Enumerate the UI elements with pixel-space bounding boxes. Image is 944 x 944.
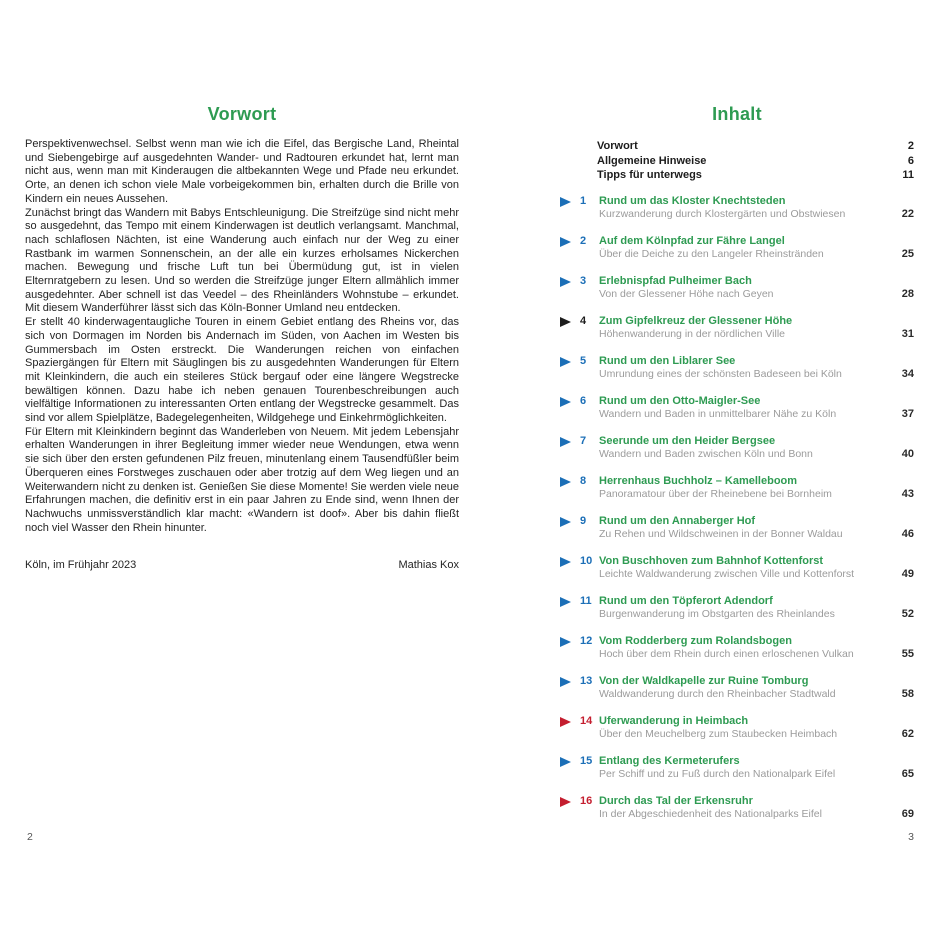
tour-title: Erlebnispfad Pulheimer Bach [599, 274, 752, 287]
tour-subtitle: Über die Deiche zu den Langeler Rheinstränden [599, 248, 824, 260]
tour-title: Rund um den Annaberger Hof [599, 514, 756, 527]
tour-subrow [599, 248, 914, 262]
signature-row [25, 559, 459, 571]
tour-marker-cell [560, 315, 580, 327]
tour-title: Rund um das Kloster Knechtsteden [599, 194, 786, 207]
signature-name: Mathias Kox [398, 559, 459, 572]
triangle-marker-icon [560, 317, 571, 327]
vorwort-paragraph: Er stellt 40 kinderwagentaugliche Touren in einem Gebiet entlang des Rheins vor, das sich von Dormagen im Norden bis Andernach im Süden, von Aachen im Westen bis Gummersbach im Osten erstreckt. Die Wanderungen reichen von einfachen Spaziergängen für Eltern mit Säuglingen bis zu ausgedehnten Wanderungen für Eltern mit Kleinkindern, die auch ein steileres Stück bergauf oder eine längere Wegstrecke bewältigen können. Dazu habe ich neben genauen Tourenbeschreibungen auch vielfältige Informationen zu interessanten Orten entlang der Wegstrecke gesammelt. Das sind vor allem Spielplätze, Badegelegenheiten, Wildgehege und Einkehrmöglichkeiten. [25, 316, 459, 425]
tour-subtitle: Von der Glessener Höhe nach Geyen [599, 288, 774, 300]
tour-number: 11 [580, 594, 592, 607]
tour-title: Zum Gipfelkreuz der Glessener Höhe [599, 314, 793, 327]
tour-entry [560, 315, 914, 342]
tour-entry [560, 795, 914, 822]
tour-title: Seerunde um den Heider Bergsee [599, 434, 776, 447]
tour-entry [560, 715, 914, 742]
tour-entry [560, 195, 914, 222]
tour-title: Rund um den Otto-Maigler-See [599, 394, 761, 407]
tour-subrow [599, 328, 914, 342]
tour-subtitle: Wandern und Baden in unmittelbarer Nähe zu Köln [599, 408, 837, 420]
tour-marker-cell [560, 715, 580, 727]
tour-marker-cell [560, 395, 580, 407]
tour-page-number: 31 [901, 328, 914, 340]
tour-page-number: 22 [901, 208, 914, 220]
triangle-marker-icon [560, 357, 571, 367]
tour-subtitle: Leichte Waldwanderung zwischen Ville und Kottenforst [599, 568, 855, 580]
tour-content [599, 675, 914, 702]
tour-subtitle: Per Schiff und zu Fuß durch den Nationalpark Eifel [599, 768, 836, 780]
triangle-marker-icon [560, 597, 571, 607]
tour-title: Von der Waldkapelle zur Ruine Tomburg [599, 674, 809, 687]
tour-subrow [599, 408, 914, 422]
tour-number: 9 [580, 514, 587, 527]
tour-page-number: 28 [901, 288, 914, 300]
tour-subtitle: Kurzwanderung durch Klostergärten und Obstwiesen [599, 208, 846, 220]
tour-number: 8 [580, 474, 587, 487]
page-inhalt [560, 104, 914, 835]
tour-marker-cell [560, 635, 580, 647]
tour-marker-cell [560, 675, 580, 687]
tour-entry [560, 675, 914, 702]
tour-subrow [599, 728, 914, 742]
tour-content [599, 755, 914, 782]
front-matter-label: Allgemeine Hinweise [597, 154, 707, 167]
triangle-marker-icon [560, 677, 571, 687]
front-matter-row [597, 154, 914, 169]
right-page-number: 3 [908, 831, 914, 843]
front-matter-page: 2 [907, 140, 914, 152]
tour-title: Auf dem Kölnpfad zur Fähre Langel [599, 234, 785, 247]
tour-marker-cell [560, 275, 580, 287]
tour-content [599, 355, 914, 382]
tour-content [599, 475, 914, 502]
tour-content [599, 275, 914, 302]
tour-entry [560, 275, 914, 302]
tour-list [560, 195, 914, 822]
tour-content [599, 715, 914, 742]
tour-number: 14 [580, 714, 593, 727]
tour-subtitle: Über den Meuchelberg zum Staubecken Heimbach [599, 728, 838, 740]
tour-number: 15 [580, 754, 593, 767]
tour-page-number: 34 [901, 368, 914, 380]
tour-title: Von Buschhoven zum Bahnhof Kottenforst [599, 554, 824, 567]
tour-content [599, 235, 914, 262]
tour-marker-cell [560, 355, 580, 367]
tour-subtitle: Höhenwanderung in der nördlichen Ville [599, 328, 786, 340]
tour-entry [560, 635, 914, 662]
tour-subrow [599, 568, 914, 582]
tour-content [599, 435, 914, 462]
tour-number: 3 [580, 274, 587, 287]
tour-content [599, 635, 914, 662]
tour-number: 4 [580, 314, 587, 327]
tour-content [599, 555, 914, 582]
tour-page-number: 25 [901, 248, 914, 260]
tour-title: Rund um den Töpferort Adendorf [599, 594, 773, 607]
tour-number: 5 [580, 354, 587, 367]
triangle-marker-icon [560, 437, 571, 447]
tour-entry [560, 435, 914, 462]
tour-entry [560, 595, 914, 622]
tour-entry [560, 755, 914, 782]
tour-subtitle: Burgenwanderung im Obstgarten des Rheinlandes [599, 608, 835, 620]
tour-number: 12 [580, 634, 593, 647]
tour-content [599, 595, 914, 622]
front-matter-page: 11 [902, 169, 914, 181]
tour-subrow [599, 808, 914, 822]
triangle-marker-icon [560, 717, 571, 727]
tour-marker-cell [560, 195, 580, 207]
tour-page-number: 69 [901, 808, 914, 820]
tour-subtitle: Hoch über dem Rhein durch einen erloschenen Vulkan [599, 648, 854, 660]
tour-number: 1 [580, 194, 587, 207]
vorwort-title: Vorwort [207, 104, 277, 124]
front-matter-label: Vorwort [597, 140, 638, 152]
triangle-marker-icon [560, 277, 571, 287]
tour-number: 2 [580, 234, 587, 247]
tour-marker-cell [560, 755, 580, 767]
tour-subtitle: Wandern und Baden zwischen Köln und Bonn [599, 448, 813, 460]
triangle-marker-icon [560, 397, 571, 407]
tour-subrow [599, 528, 914, 542]
tour-subtitle: In der Abgeschiedenheit des Nationalparks Eifel [599, 808, 822, 820]
triangle-marker-icon [560, 197, 571, 207]
tour-marker-cell [560, 475, 580, 487]
tour-title: Vom Rodderberg zum Rolandsbogen [599, 634, 792, 647]
tour-subrow [599, 608, 914, 622]
triangle-marker-icon [560, 757, 571, 767]
triangle-marker-icon [560, 797, 571, 807]
front-matter-list [597, 139, 914, 183]
front-matter-label: Tipps für unterwegs [597, 169, 702, 181]
tour-title: Uferwanderung in Heimbach [599, 714, 749, 727]
tour-content [599, 515, 914, 542]
page-vorwort [25, 104, 459, 571]
tour-content [599, 395, 914, 422]
tour-marker-cell [560, 435, 580, 447]
tour-number: 10 [580, 554, 593, 567]
tour-content [599, 315, 914, 342]
tour-title: Durch das Tal der Erkensruhr [599, 794, 753, 807]
left-page-number: 2 [27, 831, 33, 843]
tour-subrow [599, 688, 914, 702]
triangle-marker-icon [560, 237, 571, 247]
tour-subrow [599, 768, 914, 782]
triangle-marker-icon [560, 557, 571, 567]
tour-page-number: 65 [901, 768, 914, 780]
tour-page-number: 52 [901, 608, 914, 620]
tour-subrow [599, 448, 914, 462]
signature-place: Köln, im Frühjahr 2023 [25, 559, 137, 572]
tour-marker-cell [560, 235, 580, 247]
tour-subtitle: Zu Rehen und Wildschweinen in der Bonner Waldau [599, 528, 843, 540]
tour-entry [560, 475, 914, 502]
tour-subrow [599, 648, 914, 662]
tour-title: Herrenhaus Buchholz – Kamelleboom [599, 474, 798, 487]
tour-page-number: 55 [901, 648, 914, 660]
front-matter-row [597, 168, 914, 183]
vorwort-paragraph: Für Eltern mit Kleinkindern beginnt das Wanderleben von Neuem. Mit jedem Lebensjahr erhalten Wanderungen in ihrer Begleitung immer wieder neue Wendungen, etwa wenn sie sich über den ersten gefundenen Pilz freuen, minutenlang einem Tausendfüßler beim Überqueren eines Forstweges zuschauen oder aber trotzig auf dem Weg liegen und an Weiterwandern nicht zu denken ist. Genießen Sie diese Momente! Sie werden viele neue Erfahrungen machen, die definitiv erst in ein paar Jahren zu Ende sind, wenn Ihnen der Nachwuchs unmissverständlich klar macht: «Wandern ist doof». Aber bis dahin fließt noch viel Wasser den Rhein hinunter. [25, 425, 459, 534]
tour-subtitle: Waldwanderung durch den Rheinbacher Stadtwald [599, 688, 836, 700]
tour-title: Entlang des Kermeterufers [599, 754, 740, 767]
tour-subtitle: Umrundung eines der schönsten Badeseen bei Köln [599, 368, 842, 380]
front-matter-row [597, 139, 914, 154]
tour-subrow [599, 288, 914, 302]
inhalt-title: Inhalt [712, 104, 762, 124]
vorwort-paragraph: Perspektivenwechsel. Selbst wenn man wie ich die Eifel, das Bergische Land, Rheintal und Siebengebirge auf ausgedehnten Wander- und Radtouren erkundet hat, lernt man nicht aus, wenn man mit Kinderaugen die altbekannten Wege und Pfade neu erkundet. Orte, an denen ich schon viele Male vorbeigekommen bin, erhalten durch die Brille von Kindern ein neues Aussehen. [25, 138, 459, 205]
vorwort-body [25, 138, 459, 535]
vorwort-paragraph: Zunächst bringt das Wandern mit Babys Entschleunigung. Die Streifzüge sind nicht mehr so ausgedehnt, das Tempo mit einem Kinderwagen ist deutlich verlangsamt. Manchmal, nach schlaflosen Nächten, ist eine Wanderung auch einfach nur der Weg zu einer Rastbank im warmen Sonnenschein, an der alle ein kurzes erholsames Nickerchen machen. Bewegung und frische Luft tun bei Übermüdung gut, ist in vielen Elternratgebern zu lesen. Und so werden die Streifzüge junger Eltern allmählich immer ausgedehnter. Aber schnell ist das Veedel – des Rheinländers Wohnstube – erkundet. Mit diesem Wanderführer lässt sich das Köln-Bonner Umland neu entdecken. [25, 206, 459, 315]
triangle-marker-icon [560, 637, 571, 647]
tour-page-number: 43 [901, 488, 914, 500]
triangle-marker-icon [560, 517, 571, 527]
tour-subtitle: Panoramatour über der Rheinebene bei Bornheim [599, 488, 832, 500]
tour-title: Rund um den Liblarer See [599, 354, 736, 367]
tour-subrow [599, 208, 914, 222]
tour-marker-cell [560, 515, 580, 527]
tour-entry [560, 235, 914, 262]
tour-page-number: 58 [901, 688, 914, 700]
tour-page-number: 46 [901, 528, 914, 540]
tour-page-number: 49 [901, 568, 914, 580]
tour-marker-cell [560, 795, 580, 807]
tour-entry [560, 355, 914, 382]
tour-number: 16 [580, 794, 593, 807]
tour-number: 7 [580, 434, 587, 447]
tour-subrow [599, 488, 914, 502]
tour-entry [560, 395, 914, 422]
triangle-marker-icon [560, 477, 571, 487]
tour-number: 13 [580, 674, 593, 687]
tour-content [599, 195, 914, 222]
tour-number: 6 [580, 394, 587, 407]
tour-content [599, 795, 914, 822]
tour-marker-cell [560, 595, 580, 607]
tour-entry [560, 515, 914, 542]
tour-page-number: 62 [901, 728, 914, 740]
tour-page-number: 37 [901, 408, 914, 420]
tour-marker-cell [560, 555, 580, 567]
tour-page-number: 40 [901, 448, 914, 460]
tour-subrow [599, 368, 914, 382]
tour-entry [560, 555, 914, 582]
front-matter-page: 6 [907, 154, 914, 167]
